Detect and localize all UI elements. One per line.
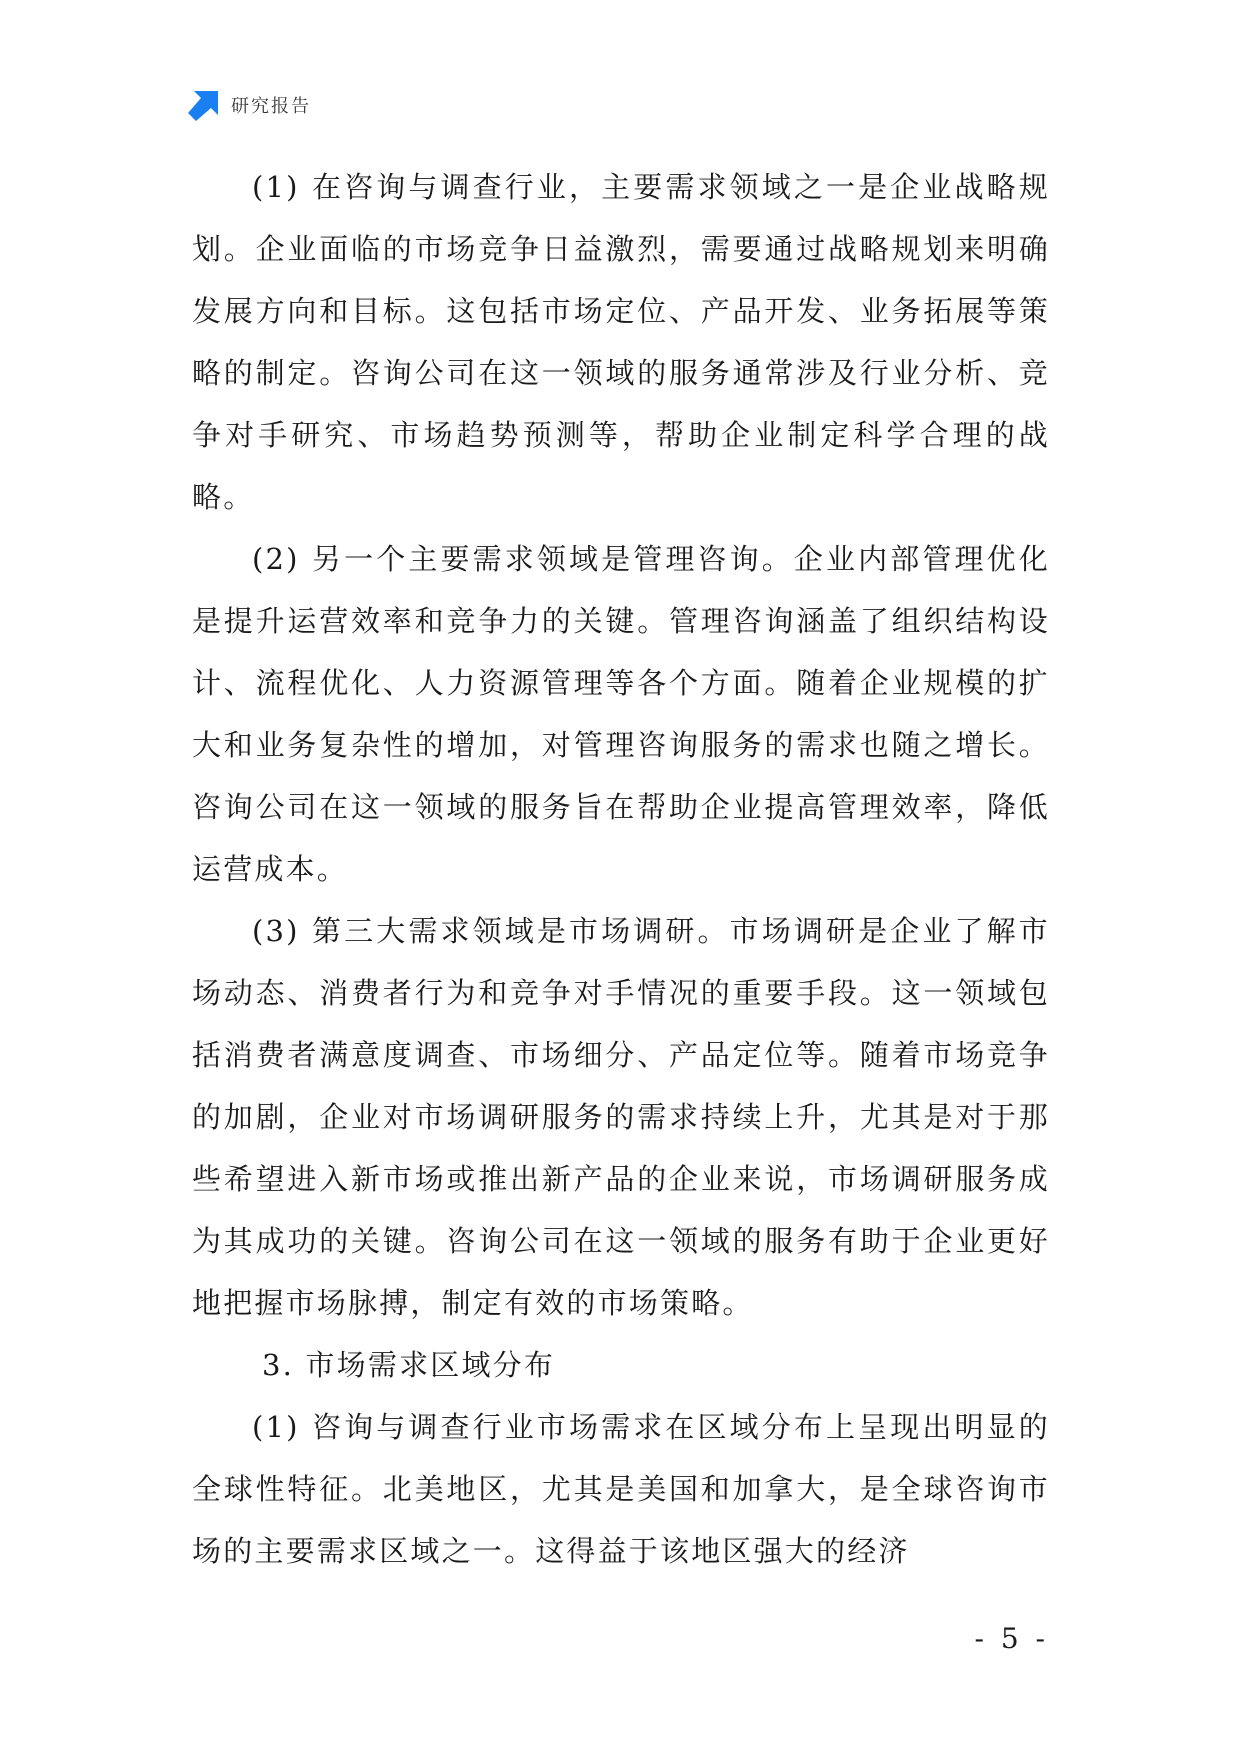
page-number: - 5 -	[974, 1622, 1049, 1655]
page-header	[188, 88, 311, 122]
paragraph-management-consulting: (2) 另一个主要需求领域是管理咨询。企业内部管理优化是提升运营效率和竞争力的关键。管理咨询涵盖了组织结构设计、流程优化、人力资源管理等各个方面。随着企业规模的扩大和业务复杂性的增加，对管理咨询服务的需求也随之增长。咨询公司在这一领域的服务旨在帮助企业提高管理效率，降低运营成本。	[192, 542, 1050, 886]
paragraph-market-research: (3) 第三大需求领域是市场调研。市场调研是企业了解市场动态、消费者行为和竞争对手情况的重要手段。这一领域包括消费者满意度调查、市场细分、产品定位等。随着市场竞争的加剧，企业对市场调研服务的需求持续上升，尤其是对于那些希望进入新市场或推出新产品的企业来说，市场调研服务成为其成功的关键。咨询公司在这一领域的服务有助于企业更好地把握市场脉搏，制定有效的市场策略。	[192, 914, 1050, 1320]
header-title: 研究报告	[231, 96, 311, 117]
document-body	[192, 156, 1050, 1582]
arrow-up-right-icon	[188, 89, 220, 121]
paragraph-strategy-planning: (1) 在咨询与调查行业，主要需求领域之一是企业战略规划。企业面临的市场竞争日益激烈，需要通过战略规划来明确发展方向和目标。这包括市场定位、产品开发、业务拓展等策略的制定。咨询公司在这一领域的服务通常涉及行业分析、竞争对手研究、市场趋势预测等，帮助企业制定科学合理的战略。	[192, 170, 1050, 514]
section-heading: 3. 市场需求区域分布	[262, 1348, 556, 1382]
paragraph-regional-distribution: (1) 咨询与调查行业市场需求在区域分布上呈现出明显的全球性特征。北美地区，尤其是美国和加拿大，是全球咨询市场的主要需求区域之一。这得益于该地区强大的经济	[192, 1410, 1050, 1568]
